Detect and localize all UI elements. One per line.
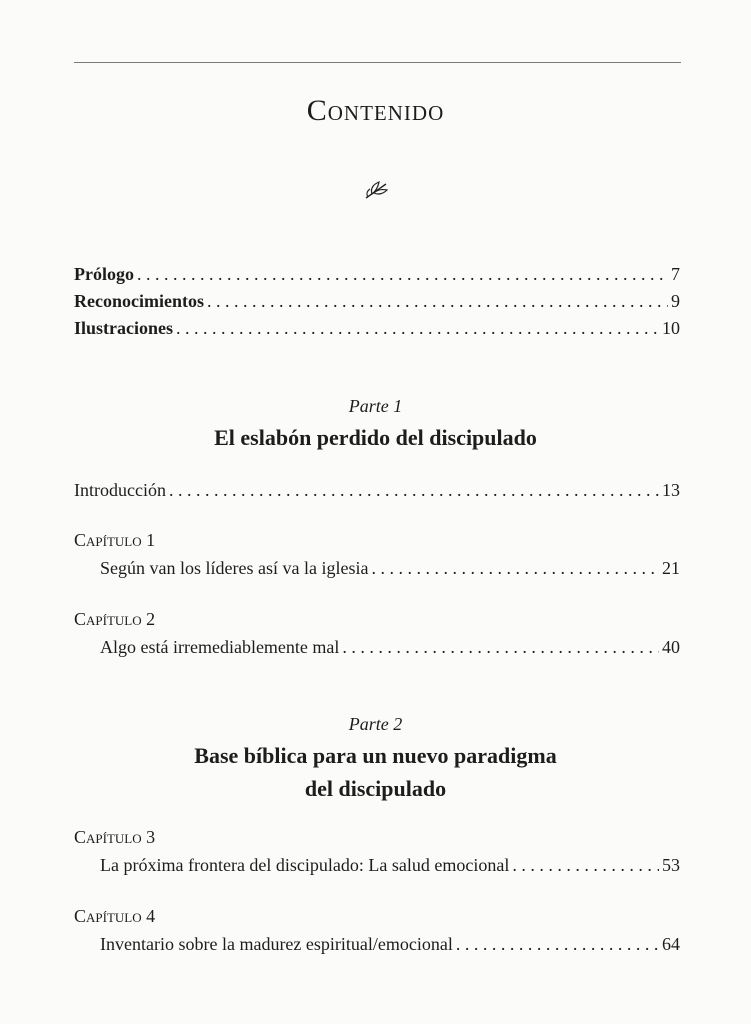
part-label: Parte 2: [348, 714, 403, 734]
part-title-line-1: Base bíblica para un nuevo paradigma: [194, 743, 557, 768]
part-title-line-2: del discipulado: [304, 776, 447, 801]
toc-entry-reconocimientos: [74, 291, 680, 312]
toc-entry-page: 10: [662, 318, 680, 338]
chapter-label: Capítulo 1: [74, 530, 156, 550]
toc-entry-label: Según van los líderes así va la iglesia: [100, 558, 369, 578]
leader-dots: [137, 264, 668, 285]
leader-dots: [169, 480, 659, 501]
page-title: Contenido: [306, 94, 445, 127]
leader-dots: [456, 934, 659, 955]
toc-entry-label: Inventario sobre la madurez espiritual/emocional: [100, 934, 453, 954]
toc-entry-page: 40: [662, 637, 680, 657]
toc-entry-chapter-4: [100, 934, 680, 955]
toc-entry-page: 13: [662, 480, 680, 500]
toc-entry-label: La próxima frontera del discipulado: La salud emocional: [100, 855, 510, 875]
chapter-label: Capítulo 4: [74, 906, 156, 926]
leaf-sprig-icon: [362, 178, 392, 202]
leader-dots: [512, 855, 659, 876]
toc-entry-label: Reconocimientos: [74, 291, 204, 311]
toc-entry-label: Prólogo: [74, 264, 134, 284]
leader-dots: [342, 637, 659, 658]
toc-entry-page: 9: [671, 291, 680, 311]
chapter-label: Capítulo 3: [74, 827, 156, 847]
part-title: El eslabón perdido del discipulado: [214, 425, 537, 450]
toc-entry-chapter-1: [100, 558, 680, 579]
toc-entry-prologo: [74, 264, 680, 285]
toc-entry-introduccion: [74, 480, 680, 501]
part-label: Parte 1: [348, 396, 403, 416]
toc-entry-page: 21: [662, 558, 680, 578]
leader-dots: [207, 291, 668, 312]
toc-entry-label: Algo está irremediablemente mal: [100, 637, 340, 657]
toc-entry-page: 53: [662, 855, 680, 875]
leader-dots: [176, 318, 659, 339]
top-rule: [74, 62, 681, 63]
toc-entry-chapter-2: [100, 637, 680, 658]
toc-entry-ilustraciones: [74, 318, 680, 339]
toc-entry-chapter-3: [100, 855, 680, 876]
toc-entry-page: 64: [662, 934, 680, 954]
leader-dots: [371, 558, 659, 579]
toc-entry-label: Ilustraciones: [74, 318, 173, 338]
toc-entry-label: Introducción: [74, 480, 166, 500]
chapter-label: Capítulo 2: [74, 609, 156, 629]
toc-entry-page: 7: [671, 264, 680, 284]
